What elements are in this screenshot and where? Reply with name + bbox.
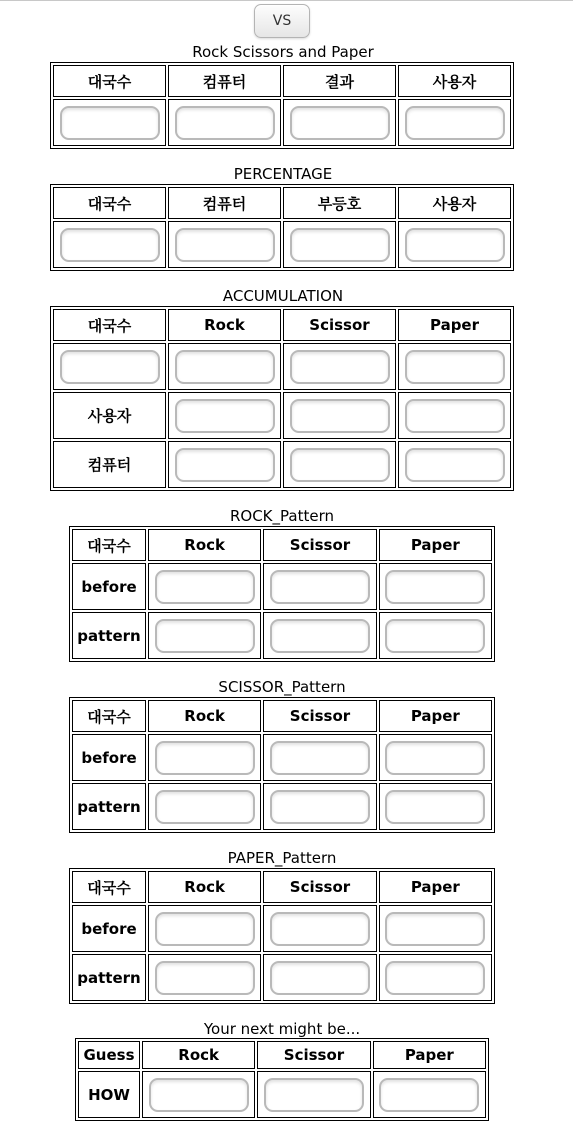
scissor-pattern-before-scissor-input[interactable] (270, 741, 370, 775)
scissor-pattern-before-label: before (72, 734, 146, 781)
percentage-cell-games (53, 221, 166, 268)
rock-pattern-pattern-rock-input[interactable] (155, 619, 255, 653)
accumulation-computer-cell-rock (168, 441, 281, 488)
percentage-header-row (53, 187, 511, 219)
paper-pattern-pattern-row (72, 954, 492, 1001)
guess-cell-paper (373, 1071, 486, 1118)
result-computer-input[interactable] (175, 106, 275, 140)
accumulation-computer-row (53, 441, 511, 488)
result-header-user: 사용자 (398, 65, 511, 97)
paper-pattern-before-row (72, 905, 492, 952)
accumulation-cell-games (53, 343, 166, 390)
percentage-table (50, 184, 514, 271)
rock-pattern-pattern-paper-input[interactable] (385, 619, 485, 653)
rock-pattern-before-paper-input[interactable] (385, 570, 485, 604)
accumulation-computer-scissor-input[interactable] (290, 448, 390, 482)
scissor-pattern-before-rock-input[interactable] (155, 741, 255, 775)
scissor-pattern-pattern-label: pattern (72, 783, 146, 830)
rock-pattern-pattern-row (72, 612, 492, 659)
rock-pattern-before-row (72, 563, 492, 610)
rock-pattern-before-cell-scissor (263, 563, 376, 610)
paper-pattern-header-paper: Paper (379, 871, 492, 903)
accumulation-user-row (53, 392, 511, 439)
rock-pattern-before-cell-paper (379, 563, 492, 610)
rock-pattern-before-label: before (72, 563, 146, 610)
percentage-table-title: PERCENTAGE (233, 165, 333, 183)
scissor-pattern-before-paper-input[interactable] (385, 741, 485, 775)
accumulation-rock-input[interactable] (175, 350, 275, 384)
accumulation-header-games: 대국수 (53, 309, 166, 341)
guess-scissor-input[interactable] (264, 1078, 364, 1112)
paper-pattern-table (69, 868, 495, 1004)
percentage-header-inequality: 부등호 (283, 187, 396, 219)
accumulation-header-scissor: Scissor (283, 309, 396, 341)
accumulation-computer-cell-paper (398, 441, 511, 488)
scissor-pattern-pattern-row (72, 783, 492, 830)
rock-pattern-before-cell-rock (148, 563, 261, 610)
paper-pattern-pattern-cell-rock (148, 954, 261, 1001)
result-cell-result (283, 99, 396, 146)
scissor-pattern-header-row (72, 700, 492, 732)
scissor-pattern-header-games: 대국수 (72, 700, 146, 732)
guess-how-row (78, 1071, 486, 1118)
rock-pattern-pattern-cell-scissor (263, 612, 376, 659)
guess-paper-input[interactable] (379, 1078, 479, 1112)
paper-pattern-pattern-label: pattern (72, 954, 146, 1001)
guess-header-paper: Paper (373, 1041, 486, 1069)
accumulation-scissor-input[interactable] (290, 350, 390, 384)
percentage-games-input[interactable] (60, 228, 160, 262)
rock-pattern-header-games: 대국수 (72, 529, 146, 561)
percentage-user-input[interactable] (405, 228, 505, 262)
scissor-pattern-header-scissor: Scissor (263, 700, 376, 732)
result-header-games: 대국수 (53, 65, 166, 97)
paper-pattern-title: PAPER_Pattern (227, 849, 337, 867)
rock-pattern-pattern-scissor-input[interactable] (270, 619, 370, 653)
guess-cell-scissor (257, 1071, 370, 1118)
rock-pattern-header-paper: Paper (379, 529, 492, 561)
accumulation-computer-cell-scissor (283, 441, 396, 488)
result-header-row (53, 65, 511, 97)
accumulation-games-input[interactable] (60, 350, 160, 384)
accumulation-user-cell-rock (168, 392, 281, 439)
accumulation-table (50, 306, 514, 491)
percentage-cell-user (398, 221, 511, 268)
paper-pattern-before-paper-input[interactable] (385, 912, 485, 946)
vs-button[interactable]: VS (254, 4, 310, 38)
accumulation-user-cell-scissor (283, 392, 396, 439)
paper-pattern-pattern-rock-input[interactable] (155, 961, 255, 995)
rock-pattern-title: ROCK_Pattern (229, 507, 334, 525)
accumulation-user-scissor-input[interactable] (290, 399, 390, 433)
paper-pattern-pattern-cell-scissor (263, 954, 376, 1001)
guess-header-guess: Guess (78, 1041, 140, 1069)
paper-pattern-pattern-scissor-input[interactable] (270, 961, 370, 995)
paper-pattern-header-games: 대국수 (72, 871, 146, 903)
result-cell-computer (168, 99, 281, 146)
percentage-header-user: 사용자 (398, 187, 511, 219)
percentage-cell-inequality (283, 221, 396, 268)
scissor-pattern-pattern-cell-scissor (263, 783, 376, 830)
scissor-pattern-table (69, 697, 495, 833)
scissor-pattern-header-paper: Paper (379, 700, 492, 732)
result-input-row (53, 99, 511, 146)
scissor-pattern-pattern-cell-paper (379, 783, 492, 830)
accumulation-header-rock: Rock (168, 309, 281, 341)
rock-pattern-pattern-cell-paper (379, 612, 492, 659)
top-divider (0, 0, 573, 1)
accumulation-cell-scissor (283, 343, 396, 390)
result-cell-user (398, 99, 511, 146)
guess-table (75, 1038, 489, 1121)
guess-how-label: HOW (78, 1071, 140, 1118)
rock-pattern-before-rock-input[interactable] (155, 570, 255, 604)
percentage-header-computer: 컴퓨터 (168, 187, 281, 219)
result-table-title: Rock Scissors and Paper (192, 43, 374, 61)
result-header-computer: 컴퓨터 (168, 65, 281, 97)
accumulation-cell-paper (398, 343, 511, 390)
accumulation-cell-rock (168, 343, 281, 390)
paper-pattern-header-scissor: Scissor (263, 871, 376, 903)
guess-rock-input[interactable] (149, 1078, 249, 1112)
paper-pattern-pattern-paper-input[interactable] (385, 961, 485, 995)
scissor-pattern-pattern-paper-input[interactable] (385, 790, 485, 824)
accumulation-user-rock-input[interactable] (175, 399, 275, 433)
result-games-input[interactable] (60, 106, 160, 140)
percentage-cell-computer (168, 221, 281, 268)
accumulation-table-title: ACCUMULATION (222, 287, 344, 305)
result-result-input[interactable] (290, 106, 390, 140)
scissor-pattern-title: SCISSOR_Pattern (218, 678, 346, 696)
accumulation-games-row (53, 343, 511, 390)
accumulation-user-cell-paper (398, 392, 511, 439)
accumulation-header-paper: Paper (398, 309, 511, 341)
paper-pattern-before-label: before (72, 905, 146, 952)
guess-cell-rock (142, 1071, 255, 1118)
accumulation-user-paper-input[interactable] (405, 399, 505, 433)
result-header-result: 결과 (283, 65, 396, 97)
rock-pattern-header-row (72, 529, 492, 561)
result-table (50, 62, 514, 149)
result-cell-games (53, 99, 166, 146)
rock-pattern-header-scissor: Scissor (263, 529, 376, 561)
scissor-pattern-before-cell-rock (148, 734, 261, 781)
guess-table-title: Your next might be... (203, 1020, 361, 1038)
paper-pattern-before-cell-scissor (263, 905, 376, 952)
guess-header-rock: Rock (142, 1041, 255, 1069)
percentage-inequality-input[interactable] (290, 228, 390, 262)
scissor-pattern-before-cell-paper (379, 734, 492, 781)
accumulation-user-label: 사용자 (53, 392, 166, 439)
paper-pattern-before-cell-rock (148, 905, 261, 952)
paper-pattern-before-cell-paper (379, 905, 492, 952)
accumulation-header-row (53, 309, 511, 341)
paper-pattern-header-rock: Rock (148, 871, 261, 903)
paper-pattern-header-row (72, 871, 492, 903)
guess-header-scissor: Scissor (257, 1041, 370, 1069)
rock-pattern-table (69, 526, 495, 662)
rock-pattern-pattern-cell-rock (148, 612, 261, 659)
percentage-input-row (53, 221, 511, 268)
paper-pattern-before-rock-input[interactable] (155, 912, 255, 946)
accumulation-computer-label: 컴퓨터 (53, 441, 166, 488)
rock-pattern-header-rock: Rock (148, 529, 261, 561)
scissor-pattern-before-cell-scissor (263, 734, 376, 781)
scissor-pattern-pattern-scissor-input[interactable] (270, 790, 370, 824)
percentage-computer-input[interactable] (175, 228, 275, 262)
paper-pattern-pattern-cell-paper (379, 954, 492, 1001)
scissor-pattern-header-rock: Rock (148, 700, 261, 732)
accumulation-computer-rock-input[interactable] (175, 448, 275, 482)
scissor-pattern-pattern-cell-rock (148, 783, 261, 830)
result-user-input[interactable] (405, 106, 505, 140)
rock-pattern-before-scissor-input[interactable] (270, 570, 370, 604)
scissor-pattern-pattern-rock-input[interactable] (155, 790, 255, 824)
rock-pattern-pattern-label: pattern (72, 612, 146, 659)
guess-header-row (78, 1041, 486, 1069)
accumulation-paper-input[interactable] (405, 350, 505, 384)
paper-pattern-before-scissor-input[interactable] (270, 912, 370, 946)
percentage-header-games: 대국수 (53, 187, 166, 219)
scissor-pattern-before-row (72, 734, 492, 781)
accumulation-computer-paper-input[interactable] (405, 448, 505, 482)
